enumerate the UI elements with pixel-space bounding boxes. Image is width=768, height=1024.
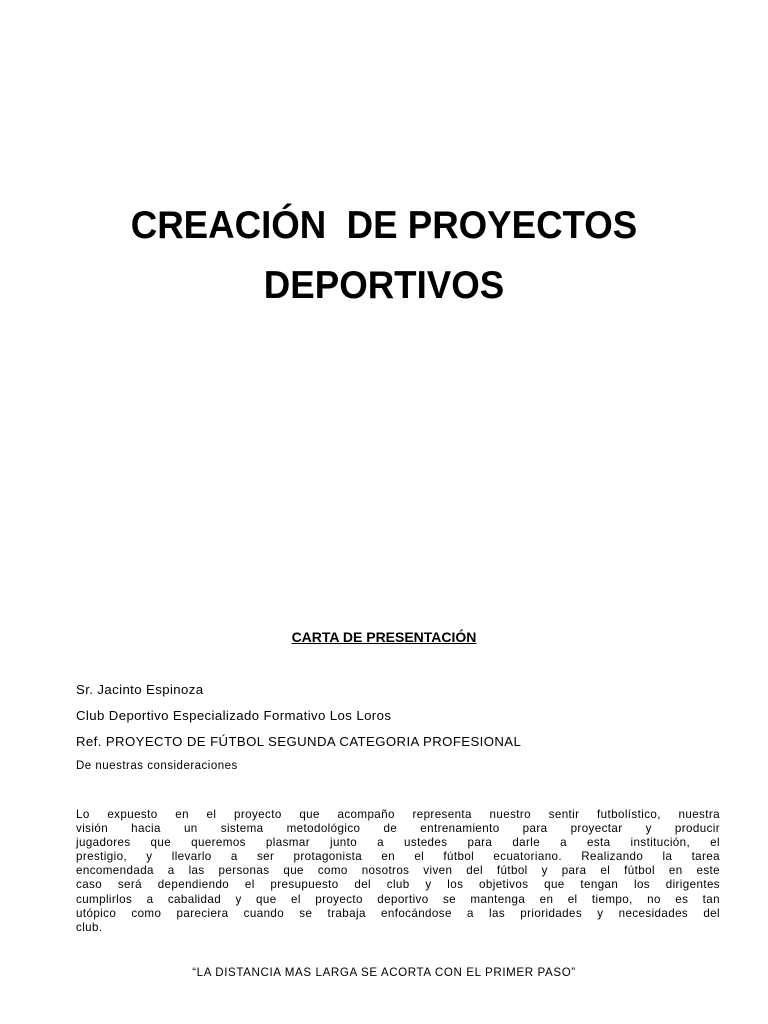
body-line: encomendada a las personas que como nosotros viven del fútbol y para el fútbol en este (76, 864, 720, 878)
recipient-organization: Club Deportivo Especializado Formativo Los Loros (76, 708, 392, 723)
letter-heading: CARTA DE PRESENTACIÓN (291, 629, 477, 645)
body-line: cumplirlos a cabalidad y que el proyecto deportivo se mantenga en el tiempo, no es tan (76, 892, 720, 906)
closing-quote: “LA DISTANCIA MAS LARGA SE ACORTA CON EL PRIMER PASO” (192, 966, 576, 979)
body-line: Lo expuesto en el proyecto que acompaño representa nuestro sentir futbolístico, nuestra (76, 808, 720, 821)
letter-body (76, 808, 720, 935)
document-title (23, 196, 745, 316)
reference-line: Ref. PROYECTO DE FÚTBOL SEGUNDA CATEGORIA PROFESIONAL (76, 734, 522, 749)
recipient-name: Sr. Jacinto Espinoza (76, 682, 204, 697)
body-line: caso será dependiendo el presupuesto del club y los objetivos que tengan los dirigentes (76, 878, 720, 892)
body-line: utópico como pareciera cuando se trabaja enfocándose a las prioridades y necesidades del (76, 906, 720, 920)
greeting-line: De nuestras consideraciones (76, 760, 238, 772)
title-line-1: CREACIÓN DE PROYECTOS (130, 204, 638, 247)
body-line: club. (76, 920, 103, 934)
title-line-2: DEPORTIVOS (263, 264, 505, 307)
body-line: prestigio, y llevarlo a ser protagonista en el fútbol ecuatoriano. Realizando la tarea (76, 850, 720, 864)
body-line: visión hacia un sistema metodológico de entrenamiento para proyectar y producir (76, 822, 720, 836)
body-line: jugadores que queremos plasmar junto a ustedes para darle a esta institución, el (76, 836, 720, 850)
